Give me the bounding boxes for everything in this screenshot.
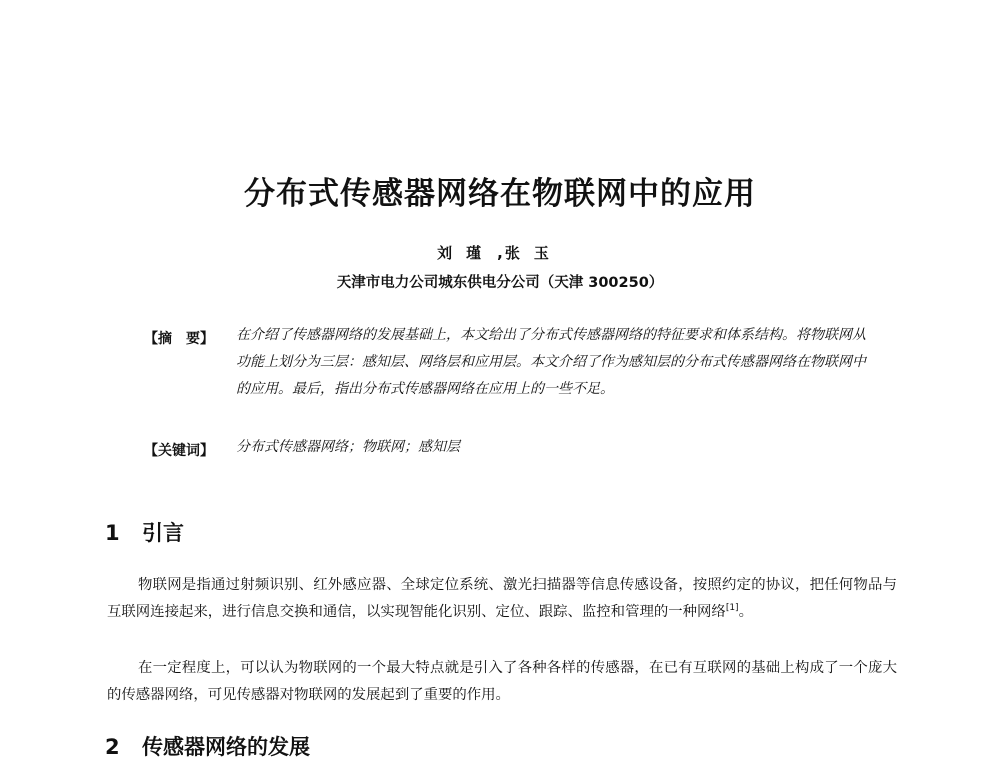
abstract-text: 在介绍了传感器网络的发展基础上，本文给出了分布式传感器网络的特征要求和体系结构。将物联网从功能上划分为三层：感知层、网络层和应用层。本文介绍了作为感知层的分布式传感器网络在物联网中的应用。最后，指出分布式传感器网络在应用上的一些不足。 (236, 327, 866, 397)
affiliation: 天津市电力公司城东供电分公司（天津 300250） (336, 275, 664, 291)
section-heading-1 (105, 517, 184, 547)
abstract-label: 【摘 要】 (144, 331, 214, 347)
section-number-1: 1 (105, 521, 120, 545)
citation-ref[interactable]: [1] (725, 603, 739, 614)
paragraph-end: 。 (738, 604, 753, 620)
paragraph-text: 物联网是指通过射频识别、红外感应器、全球定位系统、激光扫描器等信息传感设备，按照约定的协议，把任何物品与互联网连接起来，进行信息交换和通信，以实现智能化识别、定位、跟踪、监控和管理的一种网络 (107, 577, 897, 620)
section-title-2: 传感器网络的发展 (142, 735, 310, 759)
keywords-label: 【关键词】 (144, 443, 214, 459)
section-title-1: 引言 (142, 521, 184, 545)
author-1: 刘瑾 (437, 244, 496, 262)
author-separator: , (497, 244, 503, 262)
intro-paragraph-1 (107, 572, 897, 626)
section-heading-2 (105, 731, 310, 761)
intro-paragraph-2: 在一定程度上，可以认为物联网的一个最大特点就是引入了各种各样的传感器，在已有互联网的基础上构成了一个庞大的传感器网络，可见传感器对物联网的发展起到了重要的作用。 (107, 660, 897, 703)
author-line (0, 242, 1000, 263)
paper-title: 分布式传感器网络在物联网中的应用 (244, 176, 756, 212)
section-number-2: 2 (105, 735, 120, 759)
keywords-text: 分布式传感器网络；物联网；感知层 (236, 439, 460, 455)
author-2: 张玉 (504, 244, 563, 262)
